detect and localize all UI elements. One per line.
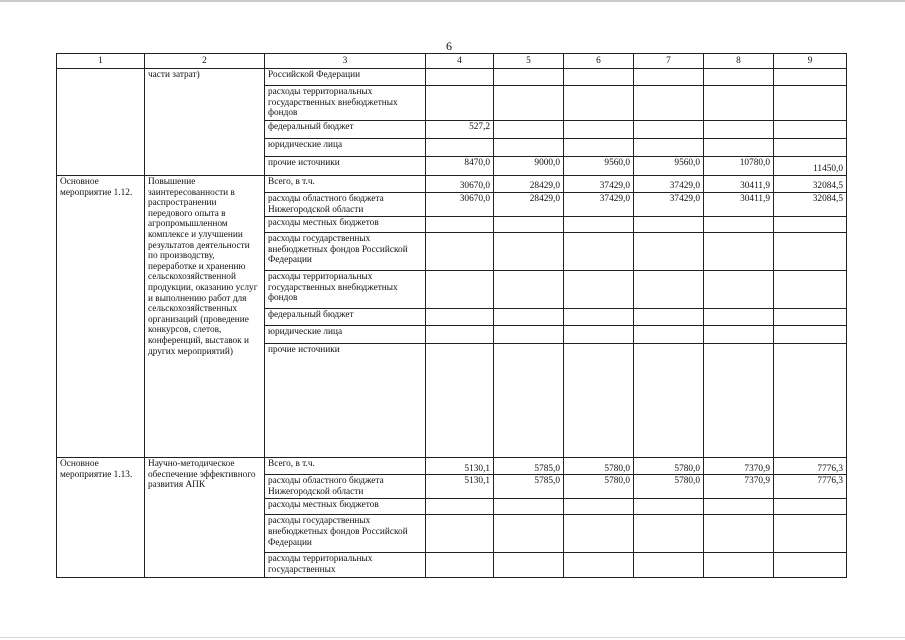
- value-cell: 5785,0: [494, 475, 564, 499]
- value-cell: [564, 233, 634, 271]
- value-cell: [426, 344, 494, 458]
- source-label: федеральный бюджет: [265, 121, 426, 139]
- value-cell: [426, 309, 494, 326]
- value-cell: 5785,0: [494, 458, 564, 475]
- value-cell: 37429,0: [564, 176, 634, 193]
- value-cell: 37429,0: [634, 176, 704, 193]
- value-cell: 37429,0: [634, 193, 704, 217]
- value-cell: [426, 217, 494, 233]
- header-cell: 5: [494, 54, 564, 69]
- cont-col2: части затрат): [145, 69, 265, 176]
- source-label: расходы территориальных государственных: [265, 553, 426, 578]
- value-cell: [774, 233, 847, 271]
- value-cell: [774, 217, 847, 233]
- value-cell: 7370,9: [704, 458, 774, 475]
- value-cell: [634, 344, 704, 458]
- source-label: прочие источники: [265, 344, 426, 458]
- value-cell: [494, 344, 564, 458]
- value-cell: 10780,0: [704, 157, 774, 176]
- value-cell: [494, 499, 564, 515]
- value-cell: [704, 69, 774, 86]
- budget-table: [56, 53, 847, 578]
- value-cell: [774, 309, 847, 326]
- source-label: расходы территориальных государственных внебюджетных фондов: [265, 271, 426, 309]
- value-cell: [564, 217, 634, 233]
- value-cell: [634, 217, 704, 233]
- value-cell: [564, 344, 634, 458]
- scan-top-edge: [0, 0, 905, 2]
- source-label: расходы государственных внебюджетных фондов Российской Федерации: [265, 515, 426, 553]
- header-cell: 6: [564, 54, 634, 69]
- value-cell: [704, 326, 774, 344]
- value-cell: 5780,0: [564, 458, 634, 475]
- value-cell: 11450,0: [774, 157, 847, 176]
- value-cell: [634, 233, 704, 271]
- value-cell: 30411,9: [704, 193, 774, 217]
- value-cell: [774, 553, 847, 578]
- source-label: федеральный бюджет: [265, 309, 426, 326]
- header-cell: 8: [704, 54, 774, 69]
- value-cell: [494, 69, 564, 86]
- value-cell: [494, 515, 564, 553]
- value-cell: [704, 515, 774, 553]
- source-label: расходы местных бюджетов: [265, 499, 426, 515]
- value-cell: 37429,0: [564, 193, 634, 217]
- source-label: расходы областного бюджета Нижегородской области: [265, 193, 426, 217]
- value-cell: [564, 271, 634, 309]
- value-cell: [426, 515, 494, 553]
- header-cell: 1: [57, 54, 145, 69]
- value-cell: 9000,0: [494, 157, 564, 176]
- value-cell: [426, 553, 494, 578]
- value-cell: [704, 121, 774, 139]
- header-cell: 4: [426, 54, 494, 69]
- value-cell: 30670,0: [426, 176, 494, 193]
- value-cell: [634, 86, 704, 121]
- source-label: Всего, в т.ч.: [265, 176, 426, 193]
- source-label: юридические лица: [265, 139, 426, 157]
- value-cell: [774, 499, 847, 515]
- value-cell: [494, 309, 564, 326]
- header-cell: 3: [265, 54, 426, 69]
- header-cell: 2: [145, 54, 265, 69]
- value-cell: [564, 515, 634, 553]
- value-cell: [426, 86, 494, 121]
- value-cell: 9560,0: [634, 157, 704, 176]
- value-cell: [564, 309, 634, 326]
- value-cell: [634, 553, 704, 578]
- table-row: [57, 176, 847, 193]
- scan-bottom-edge: [0, 637, 905, 638]
- value-cell: [634, 515, 704, 553]
- source-label: расходы территориальных государственных внебюджетных фондов: [265, 86, 426, 121]
- source-label: Всего, в т.ч.: [265, 458, 426, 475]
- value-cell: [564, 69, 634, 86]
- value-cell: 5780,0: [634, 475, 704, 499]
- value-cell: [634, 69, 704, 86]
- header-cell: 7: [634, 54, 704, 69]
- value-cell: 32084,5: [774, 176, 847, 193]
- value-cell: [704, 86, 774, 121]
- source-label: Российской Федерации: [265, 69, 426, 86]
- value-cell: [426, 69, 494, 86]
- cont-col1: [57, 69, 145, 176]
- page-number: 6: [446, 39, 452, 53]
- value-cell: 7776,3: [774, 458, 847, 475]
- value-cell: [704, 233, 774, 271]
- value-cell: 28429,0: [494, 176, 564, 193]
- value-cell: [494, 217, 564, 233]
- source-label: прочие источники: [265, 157, 426, 176]
- value-cell: [494, 121, 564, 139]
- value-cell: [426, 326, 494, 344]
- value-cell: [704, 499, 774, 515]
- value-cell: 5780,0: [564, 475, 634, 499]
- value-cell: 7776,3: [774, 475, 847, 499]
- value-cell: [564, 121, 634, 139]
- value-cell: 7370,9: [704, 475, 774, 499]
- value-cell: [426, 499, 494, 515]
- value-cell: 5130,1: [426, 475, 494, 499]
- value-cell: 8470,0: [426, 157, 494, 176]
- value-cell: [634, 326, 704, 344]
- value-cell: [774, 326, 847, 344]
- value-cell: [774, 86, 847, 121]
- value-cell: [564, 86, 634, 121]
- value-cell: [564, 139, 634, 157]
- value-cell: [774, 121, 847, 139]
- value-cell: 5130,1: [426, 458, 494, 475]
- table-row: [57, 69, 847, 86]
- value-cell: [774, 515, 847, 553]
- value-cell: [634, 309, 704, 326]
- measure-1-12-title: Основное мероприятие 1.12.: [57, 176, 145, 458]
- value-cell: [774, 69, 847, 86]
- value-cell: 32084,5: [774, 193, 847, 217]
- value-cell: [426, 139, 494, 157]
- value-cell: [704, 344, 774, 458]
- source-label: расходы местных бюджетов: [265, 217, 426, 233]
- value-cell: [774, 139, 847, 157]
- value-cell: [494, 233, 564, 271]
- value-cell: [494, 326, 564, 344]
- measure-1-13-description: Научно-методическое обеспечение эффективного развития АПК: [145, 458, 265, 578]
- value-cell: 9560,0: [564, 157, 634, 176]
- value-cell: [564, 553, 634, 578]
- value-cell: [634, 121, 704, 139]
- value-cell: [494, 271, 564, 309]
- value-cell: [634, 139, 704, 157]
- value-cell: [634, 271, 704, 309]
- value-cell: [704, 309, 774, 326]
- value-cell: [494, 553, 564, 578]
- value-cell: [774, 271, 847, 309]
- header-cell: 9: [774, 54, 847, 69]
- value-cell: [564, 499, 634, 515]
- value-cell: [494, 86, 564, 121]
- table-row: [57, 458, 847, 475]
- source-label: расходы государственных внебюджетных фондов Российской Федерации: [265, 233, 426, 271]
- header-row: [57, 54, 847, 69]
- value-cell: 5780,0: [634, 458, 704, 475]
- value-cell: [634, 499, 704, 515]
- value-cell: 527,2: [426, 121, 494, 139]
- value-cell: [704, 217, 774, 233]
- measure-1-12-description: Повышение заинтересованности в распространении передового опыта в агропромышленном комплексе и улучшении результатов деятельности по производству, переработке и хранению сельскохозяйственной продукции, оказанию услуг и выполнению работ для сельскохозяйственных организаций (проведение конкурсов, слетов, конференций, выставок и других мероприятий): [145, 176, 265, 458]
- value-cell: 30670,0: [426, 193, 494, 217]
- value-cell: 30411,9: [704, 176, 774, 193]
- value-cell: [774, 344, 847, 458]
- value-cell: [564, 326, 634, 344]
- value-cell: [494, 139, 564, 157]
- value-cell: [704, 139, 774, 157]
- measure-1-13-title: Основное мероприятие 1.13.: [57, 458, 145, 578]
- value-cell: [426, 271, 494, 309]
- source-label: юридические лица: [265, 326, 426, 344]
- value-cell: [426, 233, 494, 271]
- source-label: расходы областного бюджета Нижегородской области: [265, 475, 426, 499]
- value-cell: [704, 553, 774, 578]
- value-cell: [704, 271, 774, 309]
- value-cell: 28429,0: [494, 193, 564, 217]
